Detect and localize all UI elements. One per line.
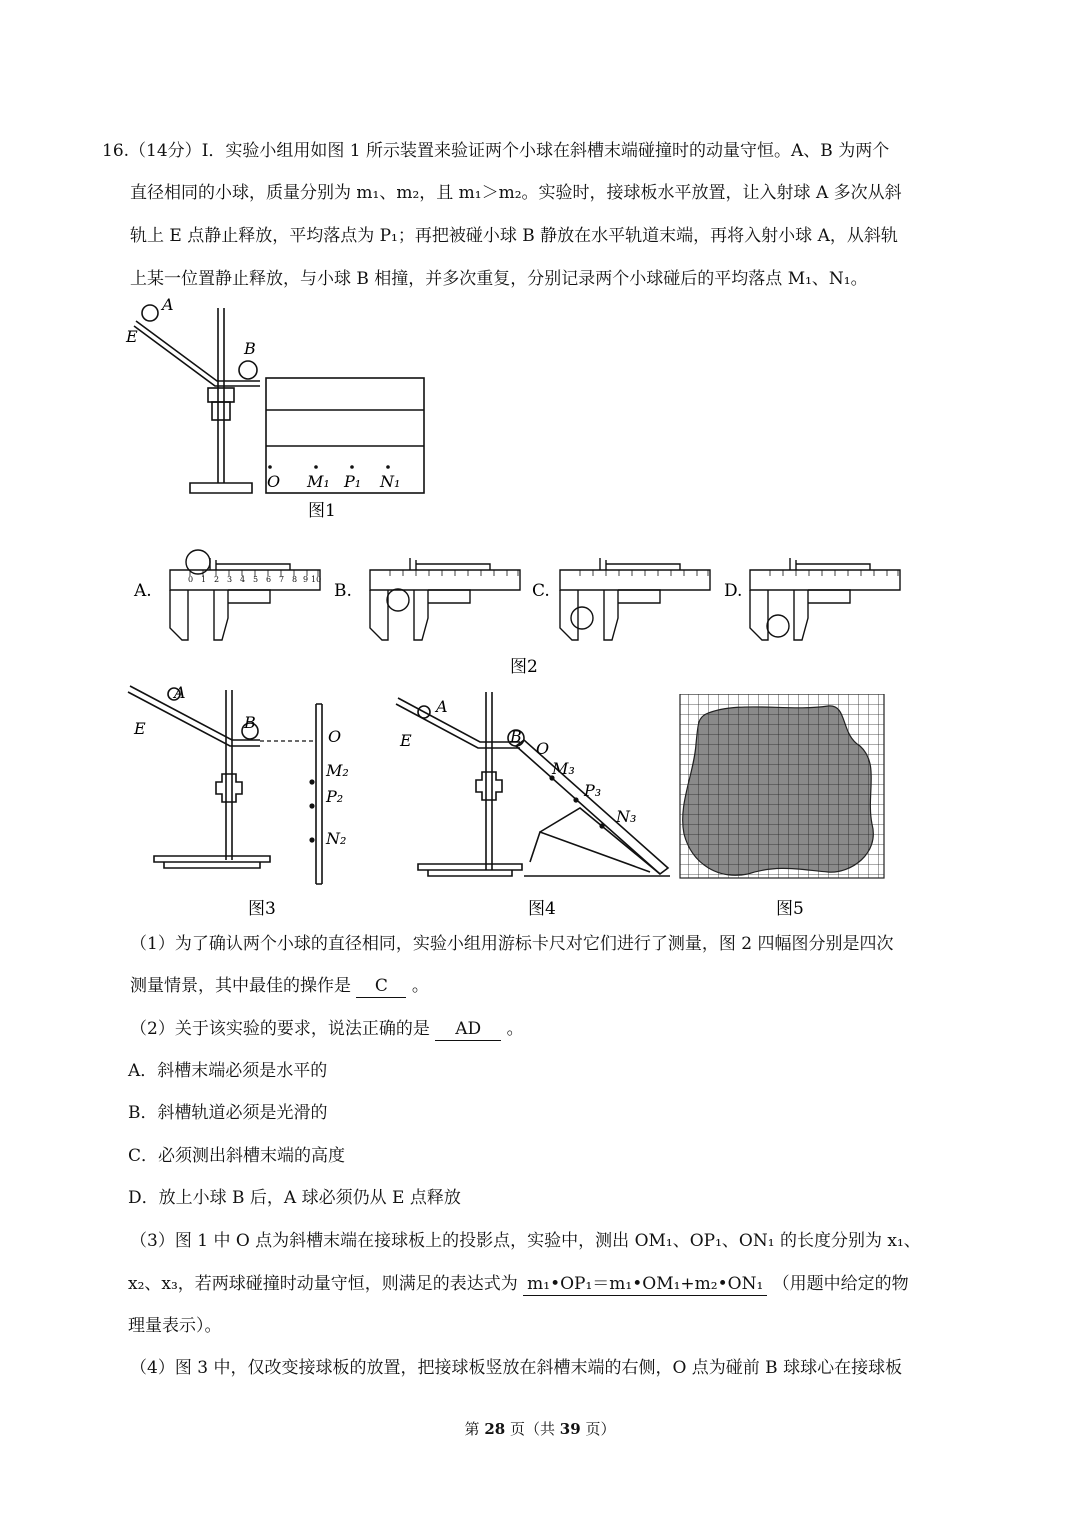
fig3-label-p2: P₂ [326, 787, 344, 806]
q2-option-c: C．必须测出斜槽末端的高度 [128, 1146, 346, 1166]
q1-end: 。 [411, 976, 429, 996]
svg-text:3: 3 [227, 575, 233, 584]
caliper-b [370, 558, 520, 640]
svg-text:2: 2 [214, 575, 220, 584]
fig1-caption: 图1 [308, 501, 336, 521]
page-footer: 第 28 页（共 39 页） [464, 1420, 616, 1438]
fig3-label-e: E [134, 719, 146, 738]
svg-text:0: 0 [188, 575, 194, 584]
intro-text-1: 实验小组用如图 1 所示装置来验证两个小球在斜槽末端碰撞时的动量守恒。A、B 为两个 [225, 141, 890, 161]
fig2-caption: 图2 [510, 657, 538, 677]
question-number: 16 [102, 141, 124, 161]
figure-5 [678, 694, 892, 924]
q3-line-1: （3）图 1 中 O 点为斜槽末端在接球板上的投影点，实验中，测出 OM₁、OP₁、ON₁ 的长度分别为 x₁、 [130, 1231, 921, 1251]
svg-text:7: 7 [279, 575, 285, 584]
caliper-scale-a [188, 575, 321, 584]
fig1-label-e: E [126, 327, 138, 346]
svg-text:10: 10 [311, 575, 322, 584]
q2-option-b: B．斜槽轨道必须是光滑的 [128, 1103, 328, 1123]
q2-prompt: （2）关于该实验的要求，说法正确的是 [130, 1019, 430, 1039]
question-line-3: 轨上 E 点静止释放，平均落点为 P₁；再把被碰小球 B 静放在水平轨道末端，再将入射小球 A，从斜轨 [130, 226, 898, 246]
fig1-label-o: O [267, 472, 281, 491]
svg-text:8: 8 [292, 575, 298, 584]
fig1-label-n1: N₁ [380, 472, 401, 491]
fig3-label-n2: N₂ [326, 829, 347, 848]
caliper-a [170, 550, 320, 640]
fig1-label-b: B [244, 339, 256, 358]
caliper-option-d: D. [724, 581, 743, 601]
q1-line-2 [130, 975, 429, 998]
fig4-label-m3: M₃ [552, 759, 575, 778]
question-line-4: 上某一位置静止释放，与小球 B 相撞，并多次重复，分别记录两个小球碰后的平均落点 M₁、N₁。 [130, 269, 868, 289]
fig4-label-n3: N₃ [616, 807, 637, 826]
q3-answer: m₁•OP₁＝m₁•OM₁+m₂•ON₁ [523, 1273, 767, 1296]
caliper-group [130, 540, 920, 680]
q1-line-1: （1）为了确认两个小球的直径相同，实验小组用游标卡尺对它们进行了测量，图 2 四幅图分别是四次 [130, 934, 894, 954]
fig4-caption: 图4 [528, 899, 556, 919]
svg-text:6: 6 [266, 575, 272, 584]
svg-text:4: 4 [240, 575, 246, 584]
fig1-label-p1: P₁ [344, 472, 362, 491]
fig1-label-m1: M₁ [307, 472, 330, 491]
fig3-label-a: A [174, 684, 186, 702]
svg-text:5: 5 [253, 575, 259, 584]
figure-3 [120, 684, 370, 924]
q2-option-a: A．斜槽末端必须是水平的 [128, 1061, 328, 1081]
q3-line-2 [128, 1273, 909, 1296]
fig4-label-e: E [400, 731, 412, 750]
q3-prompt: x₂、x₃，若两球碰撞时动量守恒，则满足的表达式为 [128, 1274, 518, 1294]
fig5-caption: 图5 [776, 899, 804, 919]
fig4-label-p3: P₃ [584, 781, 602, 800]
caliper-option-b: B. [334, 581, 352, 601]
fig1-label-a: A [162, 298, 174, 314]
fig3-caption: 图3 [248, 899, 276, 919]
caliper-option-c: C. [532, 581, 550, 601]
caliper-d [750, 558, 900, 640]
svg-text:9: 9 [303, 575, 309, 584]
q1-answer: C [356, 975, 406, 998]
q2-line [130, 1018, 524, 1041]
question-line-2: 直径相同的小球，质量分别为 m₁、m₂，且 m₁＞m₂。实验时，接球板水平放置，让入射球 A 多次从斜 [130, 183, 902, 203]
fig4-label-o: O [536, 739, 550, 758]
page-number: 28 [484, 1420, 506, 1438]
fig4-label-b: B [510, 727, 522, 746]
figure-2 [130, 540, 920, 680]
q1-prompt: 测量情景，其中最佳的操作是 [130, 976, 351, 996]
q2-end: 。 [506, 1019, 524, 1039]
question-part: Ⅰ． [201, 141, 226, 161]
question-score: （14分） [129, 141, 202, 161]
caliper-option-a: A. [134, 581, 152, 601]
page-total: 39 [559, 1420, 581, 1438]
fig3-label-o: O [328, 727, 342, 746]
fig3-label-b: B [244, 713, 256, 732]
figure-1 [120, 298, 440, 528]
figure-4 [390, 690, 680, 924]
q2-answer: AD [435, 1018, 501, 1041]
q2-option-d: D．放上小球 B 后，A 球必须仍从 E 点释放 [128, 1188, 461, 1208]
caliper-c [560, 558, 710, 640]
fig3-label-m2: M₂ [326, 761, 349, 780]
q4-line-1: （4）图 3 中，仅改变接球板的放置，把接球板竖放在斜槽末端的右侧，O 点为碰前 B 球球心在接球板 [130, 1358, 903, 1378]
q3-line-3: 理量表示）。 [128, 1316, 222, 1336]
q3-end: （用题中给定的物 [772, 1274, 909, 1294]
svg-text:1: 1 [201, 575, 207, 584]
question-line-1: 16.（14分）Ⅰ．实验小组用如图 1 所示装置来验证两个小球在斜槽末端碰撞时的动量守恒。A、B 为两个 [102, 141, 890, 161]
fig4-label-a: A [436, 697, 448, 716]
